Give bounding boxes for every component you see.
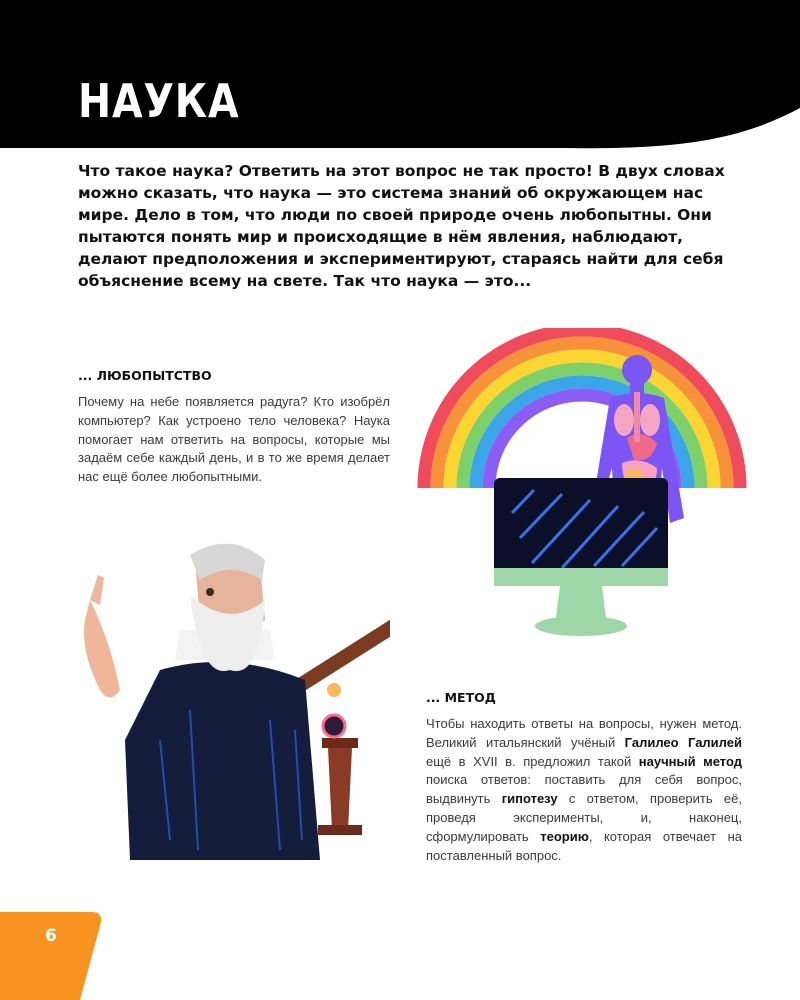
method-text-2: ещё в XVII в. предложил такой (426, 753, 639, 769)
rainbow-icon (424, 330, 740, 488)
term-galileo: Галилео Галилей (624, 734, 742, 750)
method-text-4: с ответом, проверить её, проведя эксперименты, и, наконец, сформулировать (426, 791, 742, 844)
section-body-curiosity: Почему на небе появляется радуга? Кто изобрёл компьютер? Как устроено тело человека? Наука помогает нам ответить на вопросы, которые мы задаём себе каждый день, и в то же время делает нас ещё более любопытными. (78, 394, 390, 485)
galileo-figure-icon (84, 544, 320, 860)
section-body-method (426, 715, 742, 865)
intro-paragraph: Что такое наука? Ответить на этот вопрос не так просто! В двух словах можно сказать, что наука — это система знаний об окружающем нас мире. Дело в том, что люди по своей природе очень любопытны. Они пытаются понять мир и происходящие в нём явления, наблюдают, делают предположения и экспериментируют, стараясь найти для себя объяснение всему на свете. Так что наука — это... (78, 162, 725, 290)
page-title: НАУКА (78, 74, 240, 128)
page-number: 6 (45, 926, 57, 946)
computer-monitor-icon (494, 478, 668, 636)
term-theory: теорию (540, 828, 589, 844)
method-text-1: Чтобы находить ответы на вопросы, нужен метод. Великий итальянский учёный (426, 716, 742, 750)
section-title-method: ... МЕТОД (426, 690, 496, 705)
method-text-5: , которая отвечает на поставленный вопрос. (426, 828, 742, 863)
section-title-curiosity: ... ЛЮБОПЫТСТВО (78, 368, 212, 383)
rainbow-computer-body-illustration (412, 328, 752, 658)
term-scientific-method: научный метод (638, 753, 742, 769)
term-hypothesis: гипотезу (501, 791, 558, 807)
galileo-telescope-illustration (70, 540, 390, 860)
method-text-3: поиска ответов: поставить для себя вопрос, выдвинуть (426, 772, 742, 807)
